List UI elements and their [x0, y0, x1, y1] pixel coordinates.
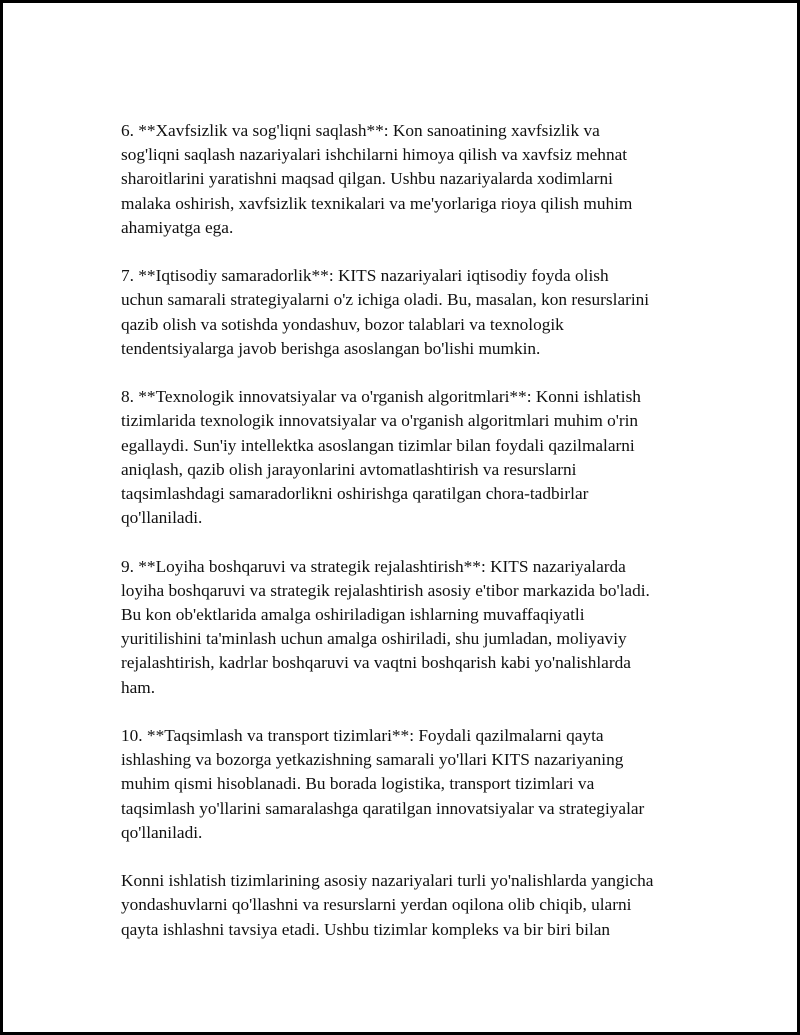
paragraph-technological-innovations: 8. **Texnologik innovatsiyalar va o'rganish algoritmlari**: Konni ishlatish tizimlarida texnologik innovatsiyalar va o'rganish algoritmlari muhim o'rin egallaydi. Sun'iy intellektka asoslangan tizimlar bilan foydali qazilmalarni aniqlash, qazib olish jarayonlarini avtomatlashtirish va resurslarni taqsimlashdagi samaradorlikni oshirishga qaratilgan chora-tadbirlar qo'llaniladi.: [121, 387, 641, 528]
paragraph-economic-efficiency: 7. **Iqtisodiy samaradorlik**: KITS nazariyalari iqtisodiy foyda olish uchun samarali strategiyalarni o'z ichiga oladi. Bu, masalan, kon resurslarini qazib olish va sotishda yondashuv, bozor talablari va texnologik tendentsiyalarga javob berishga asoslangan bo'lishi mumkin.: [121, 266, 650, 358]
paragraph-distribution-transport: 10. **Taqsimlash va transport tizimlari**: Foydali qazilmalarni qayta ishlashing va bozorga yetkazishning samarali yo'llari KITS nazariyaning muhim qismi hisoblanadi. Bu borada logistika, transport tizimlari va taqsimlash yo'llarini samaralashga qaratilgan innovatsiyalar va strategiyalar qo'llaniladi.: [121, 726, 645, 842]
paragraph-conclusion: Konni ishlatish tizimlarining asosiy nazariyalari turli yo'nalishlarda yangicha yondashuvlarni qo'llashni va resurslarni yerdan oqilona olib chiqib, ularni qayta ishlashni tavsiya etadi. Ushbu tizimlar kompleks va bir biri bilan: [121, 871, 654, 939]
paragraph-project-management: 9. **Loyiha boshqaruvi va strategik rejalashtirish**: KITS nazariyalarda loyiha boshqaruvi va strategik rejalashtirish asosiy e'tibor markazida bo'ladi. Bu kon ob'ektlarida amalga oshiriladigan ishlarning muvaffaqiyatli yuritilishini ta'minlash uchun amalga oshiriladi, shu jumladan, moliyaviy rejalashtirish, kadrlar boshqaruvi va vaqtni boshqarish kabi yo'nalishlarda ham.: [121, 556, 650, 697]
document-body: [121, 119, 701, 942]
paragraph-safety-health: 6. **Xavfsizlik va sog'liqni saqlash**: Kon sanoatining xavfsizlik va sog'liqni saqlash nazariyalari ishchilarni himoya qilish va xavfsiz mehnat sharoitlarini yaratishni maqsad qilgan. Ushbu nazariyalarda xodimlarni malaka oshirish, xavfsizlik texnikalari va me'yorlariga rioya qilish muhim ahamiyatga ega.: [121, 121, 633, 237]
